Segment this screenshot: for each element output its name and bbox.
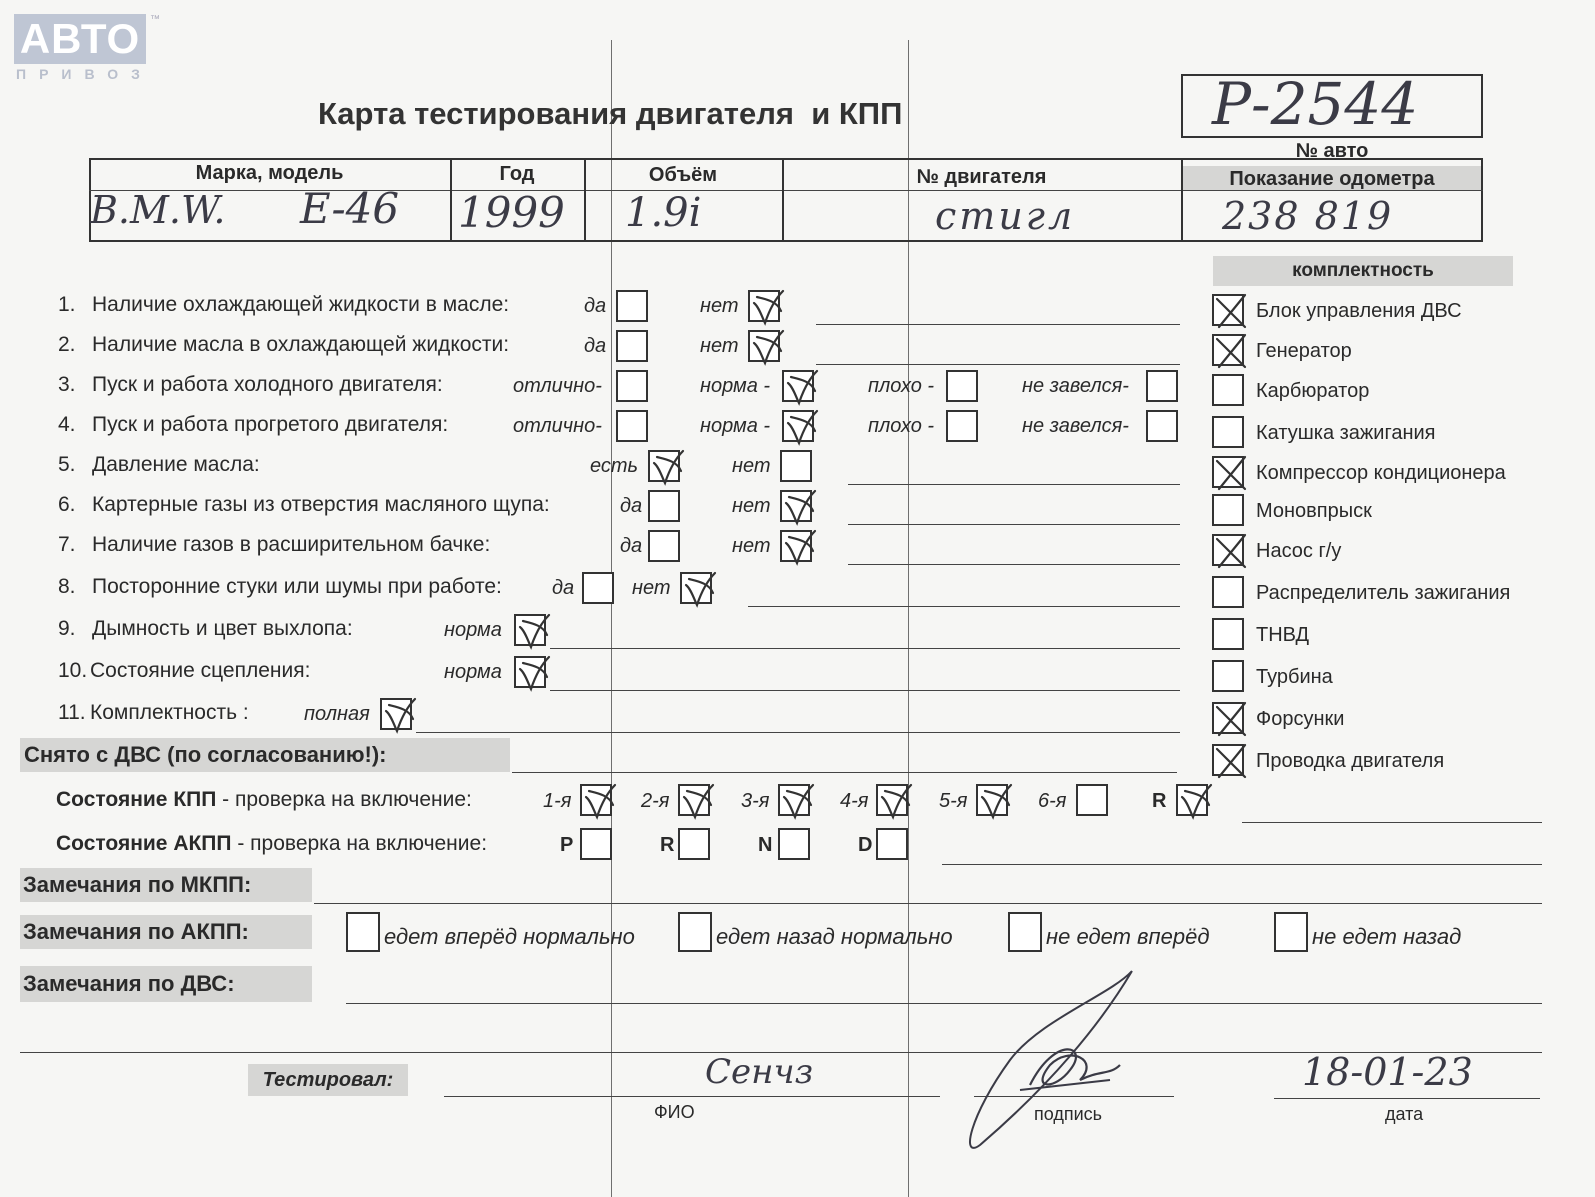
check-text: Дымность и цвет выхлопа: [92, 617, 353, 640]
check-text: Пуск и работа прогретого двигателя: [92, 413, 449, 436]
check-box[interactable] [780, 490, 812, 522]
check-num: 4. [58, 413, 76, 436]
check-num: 6. [58, 493, 76, 516]
car-number-value: Р-2544 [1212, 70, 1419, 138]
volume-label: Объём [648, 164, 718, 186]
tested-by-label: Тестировал: [248, 1064, 408, 1096]
kit-checkbox[interactable] [1212, 494, 1244, 526]
check-box[interactable] [946, 370, 978, 402]
gear-checkbox[interactable] [580, 784, 612, 816]
akpp-remark-checkbox[interactable] [346, 912, 380, 952]
kit-checkbox[interactable] [1212, 618, 1244, 650]
check-box[interactable] [782, 410, 814, 442]
check-text: Состояние сцепления: [90, 659, 311, 682]
check-num: 1. [58, 293, 76, 316]
check-box[interactable] [1146, 410, 1178, 442]
check-option-label: плохо - [868, 375, 935, 397]
check-box[interactable] [616, 370, 648, 402]
check-num: 10. [58, 659, 88, 682]
kit-checkbox[interactable] [1212, 660, 1244, 692]
akpp-mode-checkbox[interactable] [876, 828, 908, 860]
check-box[interactable] [380, 698, 412, 730]
akpp-remark-checkbox[interactable] [1008, 912, 1042, 952]
sign-label: подпись [1034, 1104, 1103, 1124]
year-value: 1999 [458, 188, 565, 237]
check-num: 9. [58, 617, 76, 640]
kit-item-label: Распределитель зажигания [1256, 582, 1511, 604]
check-box[interactable] [616, 330, 648, 362]
brand-label: Марка, модель [195, 162, 344, 184]
kpp-label [56, 788, 472, 812]
gear-checkbox[interactable] [876, 784, 908, 816]
check-text: Картерные газы из отверстия масляного щупа: [92, 493, 550, 516]
check-line [848, 524, 1180, 525]
brand-value: B.M.W. [90, 188, 226, 232]
check-num: 2. [58, 333, 76, 356]
date-value: 18-01-23 [1302, 1050, 1473, 1094]
akpp-mode-label: D [858, 834, 873, 856]
engine-label: № двигателя [916, 166, 1047, 188]
kit-checkbox[interactable] [1212, 416, 1244, 448]
akpp-remark-checkbox[interactable] [1274, 912, 1308, 952]
check-line [816, 324, 1180, 325]
check-box[interactable] [582, 572, 614, 604]
check-option-label: норма [444, 661, 502, 683]
check-text: Наличие масла в охлаждающей жидкости: [92, 333, 510, 356]
gear-checkbox[interactable] [678, 784, 710, 816]
check-box[interactable] [616, 410, 648, 442]
kit-checkbox[interactable] [1212, 374, 1244, 406]
gear-label: R [1152, 790, 1167, 812]
check-option-label: есть [590, 455, 639, 477]
kit-title: комплектность [1213, 256, 1513, 286]
check-box[interactable] [946, 410, 978, 442]
gear-label: 6-я [1038, 790, 1067, 812]
kit-item-label: Турбина [1256, 666, 1333, 688]
akpp-label-rest: - проверка на включение: [231, 832, 488, 855]
gear-checkbox[interactable] [976, 784, 1008, 816]
check-line [848, 564, 1180, 565]
logo-main: АВТО [14, 14, 146, 64]
gear-label: 2-я [641, 790, 670, 812]
odometer-label: Показание одометра [1229, 168, 1435, 190]
check-num: 8. [58, 575, 76, 598]
odometer-value: 238 819 [1222, 194, 1394, 238]
check-text: Давление масла: [92, 453, 260, 476]
kit-item-label: Насос г/у [1256, 540, 1342, 562]
fio-value: Сенчз [705, 1052, 814, 1092]
check-option-label: да [584, 335, 607, 357]
check-option-label: норма - [700, 375, 771, 397]
check-line [550, 690, 1180, 691]
check-line [550, 648, 1180, 649]
kpp-label-rest: - проверка на включение: [216, 788, 472, 811]
check-option-label: отлично- [513, 415, 602, 437]
check-box[interactable] [780, 450, 812, 482]
logo-tm: ™ [150, 14, 160, 25]
check-box[interactable] [514, 614, 546, 646]
check-num: 3. [58, 373, 76, 396]
check-option-label: не завелся- [1022, 375, 1129, 397]
check-option-label: отлично- [513, 375, 602, 397]
page-title: Карта тестирования двигателя и КПП [318, 96, 903, 131]
kit-checkbox[interactable] [1212, 334, 1244, 366]
check-text: Наличие охлаждающей жидкости в масле: [92, 293, 510, 316]
check-text: Наличие газов в расширительном бачке: [92, 533, 491, 556]
akpp-remark-label: едет вперёд нормально [384, 924, 635, 949]
check-option-label: плохо - [868, 415, 935, 437]
check-box[interactable] [514, 656, 546, 688]
kit-item-label: Проводка двигателя [1256, 750, 1445, 772]
gear-label: 1-я [543, 790, 572, 812]
akpp-mode-checkbox[interactable] [580, 828, 612, 860]
check-option-label: да [620, 535, 643, 557]
kit-item-label: Генератор [1256, 340, 1352, 362]
akpp-line [942, 864, 1542, 865]
engine-no-value: стигл [935, 194, 1076, 238]
check-num: 7. [58, 533, 76, 556]
check-option-label: норма [444, 619, 502, 641]
volume-value: 1.9i [625, 190, 702, 236]
check-line [816, 364, 1180, 365]
check-text: Посторонние стуки или шумы при работе: [92, 575, 502, 598]
remarks-mkpp-line [314, 903, 1542, 904]
removed-line [512, 772, 1177, 773]
akpp-remark-label: не едет вперёд [1046, 924, 1210, 949]
check-box[interactable] [1146, 370, 1178, 402]
check-option-label: нет [732, 455, 771, 477]
check-option-label: да [552, 577, 575, 599]
check-option-label: нет [732, 535, 771, 557]
kit-checkbox[interactable] [1212, 534, 1244, 566]
check-option-label: нет [700, 335, 739, 357]
kit-checkbox[interactable] [1212, 294, 1244, 326]
remarks-dvs-label: Замечания по ДВС: [20, 966, 312, 1002]
check-box[interactable] [680, 572, 712, 604]
logo-sub: ПРИВОЗ [16, 66, 153, 82]
gear-checkbox[interactable] [778, 784, 810, 816]
gear-label: 3-я [741, 790, 770, 812]
check-option-label: не завелся- [1022, 415, 1129, 437]
fio-label: ФИО [654, 1102, 695, 1122]
kit-item-label: Компрессор кондиционера [1256, 462, 1506, 484]
kit-checkbox[interactable] [1212, 702, 1244, 734]
check-box[interactable] [782, 370, 814, 402]
kit-checkbox[interactable] [1212, 456, 1244, 488]
kit-item-label: Карбюратор [1256, 380, 1370, 402]
kit-item-label: Катушка зажигания [1256, 422, 1436, 444]
gear-label: 5-я [939, 790, 968, 812]
akpp-remark-label: едет назад нормально [716, 924, 953, 949]
kit-item-label: ТНВД [1256, 624, 1310, 646]
akpp-mode-checkbox[interactable] [778, 828, 810, 860]
remarks-mkpp-label: Замечания по МКПП: [20, 868, 312, 902]
car-no-label: № авто [1295, 140, 1369, 162]
akpp-mode-label: P [560, 834, 574, 856]
kit-item-label: Блок управления ДВС [1256, 300, 1462, 322]
check-box[interactable] [648, 450, 680, 482]
check-text: Пуск и работа холодного двигателя: [92, 373, 443, 396]
check-line [848, 484, 1180, 485]
check-line [416, 732, 1180, 733]
date-label: дата [1385, 1104, 1424, 1124]
remarks-akpp-label: Замечания по АКПП: [20, 915, 312, 949]
check-option-label: нет [700, 295, 739, 317]
kit-item-label: Форсунки [1256, 708, 1345, 730]
date-line [1274, 1098, 1540, 1099]
remarks-dvs-line [346, 1003, 1542, 1004]
check-box[interactable] [748, 290, 780, 322]
kit-checkbox[interactable] [1212, 744, 1244, 776]
kpp-label-bold: Состояние КПП [56, 788, 217, 811]
akpp-remark-checkbox[interactable] [678, 912, 712, 952]
akpp-label-bold: Состояние АКПП [56, 832, 232, 855]
check-option-label: полная [304, 703, 370, 725]
check-num: 5. [58, 453, 76, 476]
check-option-label: да [620, 495, 643, 517]
akpp-remark-label: не едет назад [1312, 924, 1462, 949]
check-option-label: да [584, 295, 607, 317]
check-box[interactable] [648, 530, 680, 562]
check-option-label: норма - [700, 415, 771, 437]
akpp-mode-label: R [660, 834, 675, 856]
check-box[interactable] [648, 490, 680, 522]
check-option-label: нет [732, 495, 771, 517]
model-value: E-46 [300, 184, 400, 233]
check-num: 11. [58, 701, 86, 724]
year-label: Год [499, 163, 535, 185]
check-box[interactable] [748, 330, 780, 362]
gear-checkbox[interactable] [1176, 784, 1208, 816]
akpp-mode-label: N [758, 834, 773, 856]
gear-checkbox[interactable] [1076, 784, 1108, 816]
akpp-label [56, 832, 487, 856]
check-line [748, 606, 1180, 607]
check-box[interactable] [616, 290, 648, 322]
kpp-line [1242, 822, 1542, 823]
fio-line [444, 1096, 940, 1097]
signature [960, 965, 1160, 1155]
removed-label: Снято с ДВС (по согласованию!): [20, 738, 510, 772]
akpp-mode-checkbox[interactable] [678, 828, 710, 860]
logo [14, 14, 164, 84]
check-box[interactable] [780, 530, 812, 562]
kit-item-label: Моновпрыск [1256, 500, 1372, 522]
gear-label: 4-я [840, 790, 869, 812]
check-option-label: нет [632, 577, 671, 599]
kit-checkbox[interactable] [1212, 576, 1244, 608]
check-text: Комплектность : [90, 701, 249, 724]
